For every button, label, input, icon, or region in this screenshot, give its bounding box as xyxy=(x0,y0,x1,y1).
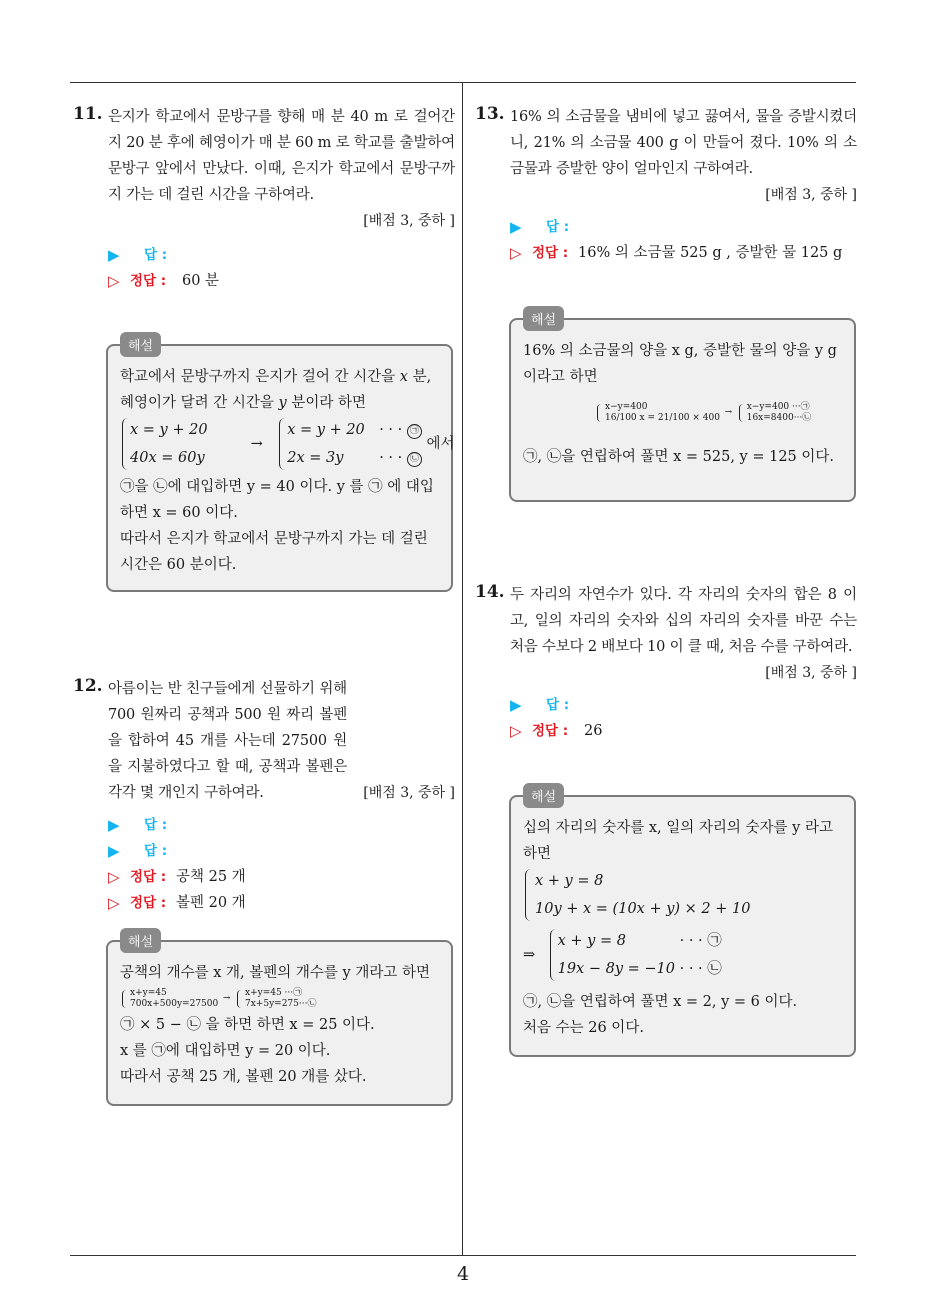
correct-label: 정답 : xyxy=(130,869,167,885)
outline-triangle-icon: ▷ xyxy=(108,894,120,912)
solution-line: 이라고 하면 xyxy=(523,369,598,385)
problem-11 xyxy=(73,104,455,294)
problem-meta: [배점 3, 중하 ] xyxy=(765,665,857,681)
answer-label: 답 : xyxy=(546,219,570,235)
solution-box-11 xyxy=(106,339,455,592)
play-icon: ▶ xyxy=(510,696,522,714)
problem-number: 13. xyxy=(475,104,505,124)
equation-system xyxy=(523,927,842,989)
solution-line: 십의 자리의 숫자를 x, 일의 자리의 숫자를 y 라고 xyxy=(523,820,833,836)
solution-line: 학교에서 문방구까지 은지가 걸어 간 시간을 x 분, xyxy=(120,369,432,385)
problem-text: 두 자리의 자연수가 있다. 각 자리의 숫자의 합은 8 이고, 일의 자리의 숫자와 십의 자리의 숫자를 바꾼 수는 처음 수보다 2 배보다 10 이 클 때, 처음 수를 구하여라. xyxy=(510,587,857,655)
problem-13 xyxy=(475,104,857,266)
answer-label: 답 : xyxy=(546,697,570,713)
correct-label: 정답 : xyxy=(532,245,569,261)
equation-system xyxy=(523,867,842,927)
solution-line: ㉠, ㉡을 연립하여 풀면 x = 525, y = 125 이다. xyxy=(523,449,835,465)
correct-answer: 공책 25 개 xyxy=(176,869,246,885)
solution-line: 공책의 개수를 x 개, 볼펜의 개수를 y 개라고 하면 xyxy=(120,965,430,981)
system-left: x+y=45 700x+500y=27500 xyxy=(120,988,218,1010)
correct-answer: 16% 의 소금물 525 g , 증발한 물 125 g xyxy=(578,245,843,261)
correct-answer: 60 분 xyxy=(182,273,220,289)
solution-line: 따라서 은지가 학교에서 문방구까지 가는 데 걸린 xyxy=(120,531,428,547)
problem-number: 14. xyxy=(475,582,505,602)
problem-meta: [배점 3, 중하 ] xyxy=(765,187,857,203)
system-left: x−y=400 16/100 x = 21/100 × 400 xyxy=(595,402,720,424)
solution-tag: 해설 xyxy=(120,928,161,953)
problem-number: 11. xyxy=(73,104,103,124)
answer-label: 답 : xyxy=(144,247,168,263)
correct-answer-line xyxy=(108,268,455,294)
bottom-rule xyxy=(70,1255,856,1256)
problem-text: 은지가 학교에서 문방구를 향해 매 분 40 m 로 걸어간 지 20 분 후에 혜영이가 매 분 60 m 로 학교를 출발하여 문방구 앞에서 만났다. 이때, 은지가 학교에서 문방구까지 가는 데 걸린 시간을 구하여라. xyxy=(108,109,455,203)
solution-line: ㉠, ㉡을 연립하여 풀면 x = 2, y = 6 이다. xyxy=(523,994,798,1010)
play-icon: ▶ xyxy=(108,246,120,264)
correct-answer: 볼펜 20 개 xyxy=(176,895,246,911)
play-icon: ▶ xyxy=(108,816,120,834)
system-1: x + y = 8 10y + x = (10x + y) × 2 + 10 xyxy=(523,867,750,923)
solution-line: 시간은 60 분이다. xyxy=(120,557,237,573)
system-right: x+y=45 ···㉠ 7x+5y=275···㉡ xyxy=(235,988,316,1010)
outline-triangle-icon: ▷ xyxy=(108,272,120,290)
solution-tag: 해설 xyxy=(523,306,564,331)
play-icon: ▶ xyxy=(510,218,522,236)
problem-meta: [배점 3, 중하 ] xyxy=(363,785,455,801)
correct-answer-line xyxy=(510,718,857,744)
solution-box-14 xyxy=(509,790,856,1057)
solution-line: ㉠을 ㉡에 대입하면 y = 40 이다. y 를 ㉠ 에 대입 xyxy=(120,479,434,495)
answer-label: 답 : xyxy=(144,817,168,833)
solution-line: x 를 ㉠에 대입하면 y = 20 이다. xyxy=(120,1043,331,1059)
column-divider xyxy=(462,82,463,1255)
problem-text: 16% 의 소금물을 냄비에 넣고 끓여서, 물을 증발시켰더니, 21% 의 소금물 400 g 이 만들어 졌다. 10% 의 소금물과 증발한 양이 얼마인지 구하여라. xyxy=(510,109,857,177)
answer-line xyxy=(510,214,857,240)
solution-tag: 해설 xyxy=(523,783,564,808)
solution-box-12 xyxy=(106,935,453,1106)
answer-line xyxy=(108,242,455,268)
answer-label: 답 : xyxy=(144,843,168,859)
outline-triangle-icon: ▷ xyxy=(108,868,120,886)
correct-label: 정답 : xyxy=(532,723,569,739)
system-2: x + y = 8 · · · ㉠ 19x − 8y = −10 · · · ㉡ xyxy=(548,927,722,983)
solution-line: 처음 수는 26 이다. xyxy=(523,1020,644,1036)
answer-line xyxy=(510,692,857,718)
problem-text: 아름이는 반 친구들에게 선물하기 위해 700 원짜리 공책과 500 원 짜리 볼펜을 합하여 45 개를 사는데 27500 원을 지불하였다고 할 때, 공책과 볼펜은 각각 몇 개인지 구하여라. xyxy=(108,681,347,801)
page-number: 4 xyxy=(456,1263,470,1285)
problem-12 xyxy=(73,676,455,916)
system-right: x−y=400 ···㉠ 16x=8400···㉡ xyxy=(737,402,812,424)
correct-answer-line xyxy=(510,240,857,266)
correct-answer: 26 xyxy=(584,723,603,739)
problem-14 xyxy=(475,582,857,744)
problem-number: 12. xyxy=(73,676,103,696)
solution-line: ㉠ × 5 − ㉡ 을 하면 하면 x = 25 이다. xyxy=(120,1017,375,1033)
top-rule xyxy=(70,82,856,83)
play-icon: ▶ xyxy=(108,842,120,860)
solution-line: 따라서 공책 25 개, 볼펜 20 개를 샀다. xyxy=(120,1069,367,1085)
system-right: x = y + 20 · · · ㉠ 2x = 3y · · · ㉡ xyxy=(277,416,422,472)
answer-line xyxy=(108,812,455,838)
solution-line: 혜영이가 달려 간 시간을 y 분이라 하면 xyxy=(120,395,366,411)
equation-system xyxy=(523,390,842,444)
correct-answer-line xyxy=(108,890,455,916)
equation-system: x = y + 20 40x = 60y → x = y + 20 · · · ㉠ 2x = 3y · · · ㉡ 에서 xyxy=(120,416,439,474)
arrow-icon: → xyxy=(222,993,231,1004)
implies-icon: ⇒ xyxy=(523,947,536,963)
correct-label: 정답 : xyxy=(130,895,167,911)
arrow-icon: → xyxy=(250,436,263,452)
solution-line: 하면 xyxy=(523,846,552,862)
problem-meta: [배점 3, 중하 ] xyxy=(363,213,455,229)
outline-triangle-icon: ▷ xyxy=(510,244,522,262)
correct-label: 정답 : xyxy=(130,273,167,289)
system-left: x = y + 20 40x = 60y xyxy=(120,416,246,472)
answer-line xyxy=(108,838,455,864)
equation-system xyxy=(120,986,439,1012)
solution-box-13 xyxy=(509,313,856,502)
solution-tag: 해설 xyxy=(120,332,161,357)
outline-triangle-icon: ▷ xyxy=(510,722,522,740)
solution-line: 하면 x = 60 이다. xyxy=(120,505,238,521)
solution-line: 16% 의 소금물의 양을 x g, 증발한 물의 양을 y g xyxy=(523,343,837,359)
arrow-icon: → xyxy=(724,407,733,418)
correct-answer-line xyxy=(108,864,455,890)
